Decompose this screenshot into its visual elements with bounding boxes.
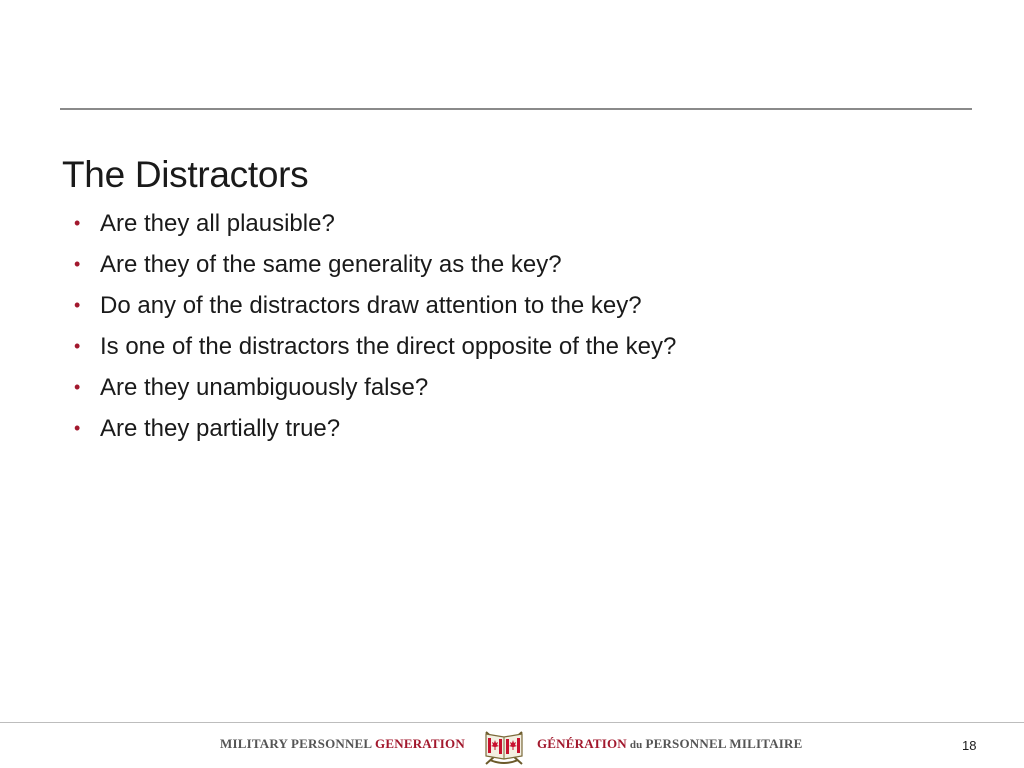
bullet-item <box>74 367 676 408</box>
bullet-item <box>74 408 676 449</box>
bullet-item <box>74 244 676 285</box>
footer-french-suffix: PERSONNEL MILITAIRE <box>645 736 803 751</box>
footer-divider <box>0 722 1024 723</box>
bullet-item <box>74 203 676 244</box>
bullet-text: Are they unambiguously false? <box>100 374 429 401</box>
bullet-text: Are they partially true? <box>100 415 341 442</box>
footer-program-name-french <box>537 736 803 752</box>
bullet-icon: • <box>74 254 81 274</box>
header-divider <box>60 108 972 110</box>
footer-french-accent: GÉNÉRATION <box>537 736 627 751</box>
footer-english-accent: GENERATION <box>375 736 465 751</box>
bullet-item <box>74 326 676 367</box>
page-number: 18 <box>962 738 977 753</box>
footer-program-name-english <box>220 736 465 752</box>
bullet-icon: • <box>74 377 81 397</box>
bullet-icon: • <box>74 418 81 438</box>
bullet-icon: • <box>74 336 81 356</box>
maple-leaf-book-emblem-icon <box>480 726 528 766</box>
bullet-text: Are they of the same generality as the key? <box>100 251 562 278</box>
bullet-text: Are they all plausible? <box>100 210 335 237</box>
bullet-text: Is one of the distractors the direct opposite of the key? <box>100 333 677 360</box>
bullet-list <box>74 203 676 449</box>
footer-english-prefix: MILITARY PERSONNEL <box>220 736 376 751</box>
bullet-item <box>74 285 676 326</box>
bullet-text: Do any of the distractors draw attention to the key? <box>100 292 642 319</box>
footer-french-du: du <box>626 739 646 751</box>
slide-title: The Distractors <box>62 154 309 195</box>
bullet-icon: • <box>74 295 81 315</box>
bullet-icon: • <box>74 213 81 233</box>
